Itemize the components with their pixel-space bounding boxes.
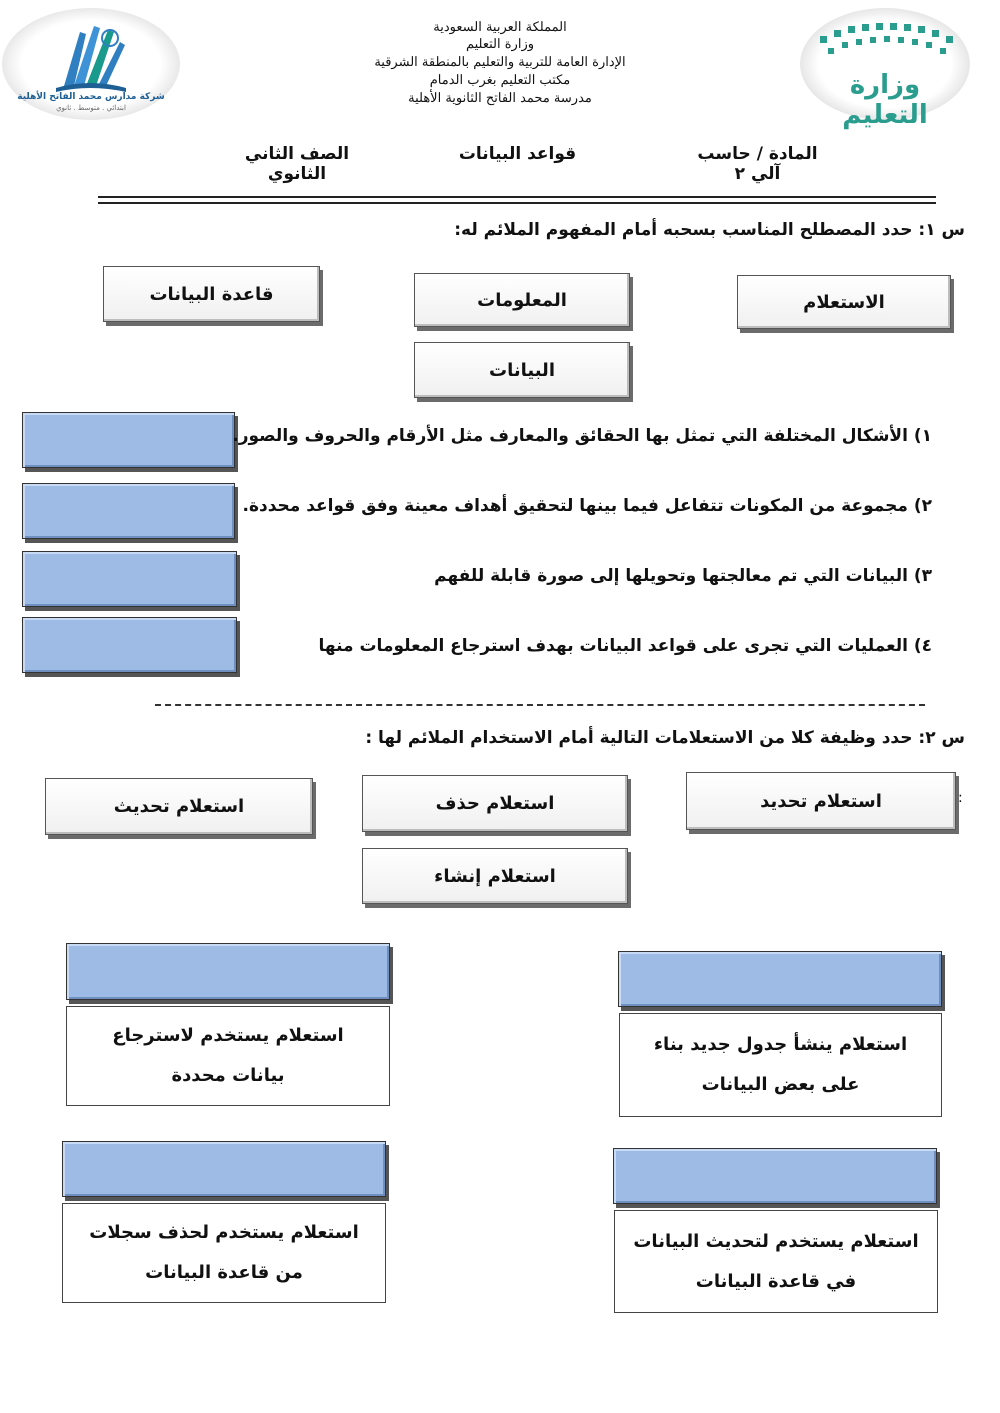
drop-zone-def-2[interactable] [66,943,390,1000]
question-1-item-3: ٣) البيانات التي تم معالجتها وتحويلها إلى صورة قابلة للفهم [434,566,932,586]
drop-zone-1[interactable] [22,412,235,468]
section-divider [155,704,925,706]
stray-colon: : [958,790,963,806]
drop-zone-def-1[interactable] [618,951,942,1007]
definition-make-table: استعلام ينشأ جدول جديد بناء على بعض البيانات [619,1013,942,1117]
subject-grade: الصف الثاني الثانوي [244,144,350,184]
drop-zone-def-4[interactable] [62,1141,386,1197]
term-tile-information[interactable]: المعلومات [414,273,630,327]
school-logo [2,8,180,120]
drop-zone-2[interactable] [22,483,235,539]
question-1-item-2: ٢) مجموعة من المكونات تتفاعل فيما بينها لتحقيق أهداف معينة وفق قواعد محددة. [242,496,932,516]
subject-course: المادة / حاسب آلي ٢ [697,144,818,184]
header-line-1: المملكة العربية السعودية [433,20,567,35]
header-divider-bottom [98,202,936,204]
dots-pattern-icon [800,8,970,68]
definition-delete: استعلام يستخدم لحذف سجلات من قاعدة البيانات [62,1203,386,1303]
drop-zone-3[interactable] [22,551,237,607]
header-divider-top [98,196,936,198]
header-line-3: الإدارة العامة للتربية والتعليم بالمنطقة الشرقية [374,55,626,70]
question-1-prompt: س ١: حدد المصطلح المناسب بسحبه أمام المفهوم الملائم له: [454,220,965,240]
query-tile-delete[interactable]: استعلام حذف [362,775,628,832]
school-logo-subtitle: ابتدائي . متوسط . ثانوي [56,104,126,112]
query-tile-update[interactable]: استعلام تحديث [45,778,313,835]
ministry-logo [800,8,970,130]
header-line-2: وزارة التعليم [465,37,535,52]
definition-update: استعلام يستخدم لتحديث البيانات في قاعدة البيانات [614,1210,938,1313]
question-1-item-4: ٤) العمليات التي تجرى على قواعد البيانات بهدف استرجاع المعلومات منها [318,636,932,656]
term-tile-database[interactable]: قاعدة البيانات [103,266,320,322]
header-line-4: مكتب التعليم بغرب الدمام [429,73,571,88]
term-tile-data[interactable]: البيانات [414,342,630,398]
school-logo-text: شركة مدارس محمد الفاتح الأهلية [17,92,165,102]
term-tile-query[interactable]: الاستعلام [737,275,951,329]
definition-select: استعلام يستخدم لاسترجاع بيانات محددة [66,1006,390,1106]
drop-zone-4[interactable] [22,617,237,673]
query-tile-make-table[interactable]: استعلام إنشاء [362,848,628,904]
header-line-5: مدرسة محمد الفاتح الثانوية الأهلية [408,91,592,106]
question-2-prompt: س ٢: حدد وظيفة كلا من الاستعلامات التالية أمام الاستخدام الملائم لها : [365,728,965,748]
question-1-item-1: ١) الأشكال المختلفة التي تمثل بها الحقائق والمعارف مثل الأرقام والحروف والصور. [232,426,932,446]
drop-zone-def-3[interactable] [613,1148,937,1204]
ministry-logo-text: وزارة التعليم [842,70,928,130]
subject-unit: قواعد البيانات [458,144,577,164]
query-tile-select[interactable]: استعلام تحديد [686,772,956,830]
